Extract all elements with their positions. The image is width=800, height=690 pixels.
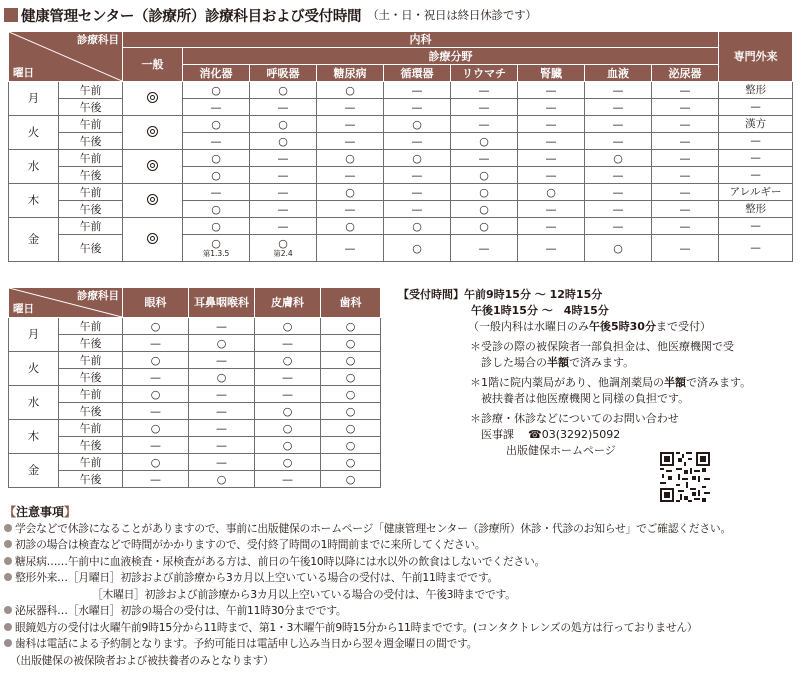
reception-note-post: まで受付） bbox=[655, 320, 711, 333]
schedule-cell: ○ 第1.3.5 bbox=[183, 235, 250, 262]
special-cell: — bbox=[719, 150, 793, 167]
schedule-cell: — bbox=[652, 99, 719, 116]
note-item: （出版健保の被保険者および被扶養者のみとなります） bbox=[10, 653, 274, 667]
header-dept: 歯科 bbox=[321, 288, 381, 318]
schedule-cell: — bbox=[123, 369, 189, 386]
copay-note-pre: 診した場合の bbox=[470, 356, 547, 369]
week-note: 第1.3.5 bbox=[202, 249, 230, 259]
schedule-cell: — bbox=[384, 201, 451, 218]
period-cell: 午後 bbox=[59, 99, 123, 116]
note-item: 整形外来…［月曜日］初診および前診療から3カ月以上空いている場合の受付は、午前11時までです。 bbox=[4, 570, 796, 587]
day-cell: 水 bbox=[9, 386, 59, 420]
note-item: 学会などで休診になることがありますので、事前に出版健保のホームページ「健康管理センター（診療所）休診・代診のお知らせ」でご確認ください。 bbox=[4, 521, 796, 538]
schedule-cell: — bbox=[189, 454, 255, 471]
bullet-icon bbox=[4, 557, 12, 565]
corner-subject-label: 診療科目 bbox=[77, 34, 119, 46]
table-row bbox=[9, 116, 793, 133]
header-dept: 泌尿器 bbox=[652, 65, 719, 82]
period-cell: 午後 bbox=[59, 133, 123, 150]
special-cell: アレルギー bbox=[719, 184, 793, 201]
schedule-cell: — bbox=[250, 150, 317, 167]
schedule-cell: — bbox=[652, 150, 719, 167]
specialty-table bbox=[8, 287, 381, 488]
table-row bbox=[9, 335, 381, 352]
header-dept: 腎臓 bbox=[518, 65, 585, 82]
header-dept: 循環器 bbox=[384, 65, 451, 82]
title-sub: （土・日・祝日は終日休診です） bbox=[367, 8, 537, 22]
header-dept: 眼科 bbox=[123, 288, 189, 318]
table-row bbox=[9, 420, 381, 437]
corner-day-label: 曜日 bbox=[13, 66, 34, 79]
schedule-cell: ○ bbox=[183, 150, 250, 167]
table-row bbox=[9, 454, 381, 471]
table-row bbox=[9, 150, 793, 167]
schedule-cell: ○ bbox=[321, 454, 381, 471]
pharmacy-note-pre: ＊1階に院内薬局があり、他調剤薬局の bbox=[470, 376, 664, 389]
day-cell: 金 bbox=[9, 454, 59, 488]
pharmacy-note-bold: 半額 bbox=[664, 376, 686, 389]
header-dept: 皮膚科 bbox=[255, 288, 321, 318]
reception-am: 午前9時15分 ～ 12時15分 bbox=[464, 288, 603, 301]
schedule-cell: — bbox=[652, 201, 719, 218]
schedule-cell: ○ bbox=[255, 420, 321, 437]
schedule-cell: — bbox=[652, 133, 719, 150]
homepage-label: 出版健保ホームページ bbox=[506, 444, 616, 457]
schedule-cell: — bbox=[250, 184, 317, 201]
period-cell: 午前 bbox=[59, 454, 123, 471]
schedule-cell: ○ bbox=[183, 218, 250, 235]
table-row bbox=[9, 82, 793, 99]
schedule-cell: ○ bbox=[384, 218, 451, 235]
table-row bbox=[9, 352, 381, 369]
schedule-cell: — bbox=[451, 99, 518, 116]
double-circle-icon bbox=[147, 194, 158, 205]
period-cell: 午後 bbox=[59, 167, 123, 184]
bullet-icon bbox=[4, 540, 12, 548]
schedule-cell: — bbox=[585, 167, 652, 184]
schedule-cell: — bbox=[255, 369, 321, 386]
period-cell: 午前 bbox=[59, 184, 123, 201]
bullet-icon bbox=[4, 573, 12, 581]
header-naika: 内科 bbox=[123, 32, 719, 48]
schedule-cell: ○ bbox=[189, 369, 255, 386]
schedule-cell: — bbox=[123, 471, 189, 488]
special-cell: 整形 bbox=[719, 82, 793, 99]
header-senmon: 専門外来 bbox=[719, 32, 793, 82]
schedule-cell: ○ bbox=[585, 150, 652, 167]
note-item: 初診の場合は検査などで時間がかかりますので、受付終了時間の1時間前までに来所してください。 bbox=[4, 537, 796, 554]
day-cell: 水 bbox=[9, 150, 59, 184]
special-cell: — bbox=[719, 235, 793, 262]
schedule-cell: — bbox=[183, 184, 250, 201]
special-cell: 整形 bbox=[719, 201, 793, 218]
table1-corner-header bbox=[9, 32, 123, 82]
schedule-cell: — bbox=[451, 235, 518, 262]
schedule-cell: ○ bbox=[321, 471, 381, 488]
table2-corner-header bbox=[9, 288, 123, 318]
bullet-icon bbox=[4, 524, 12, 532]
table-row bbox=[9, 471, 381, 488]
table-row bbox=[9, 403, 381, 420]
reception-pm: 午後1時15分 ～ 4時15分 bbox=[471, 304, 609, 317]
schedule-cell: — bbox=[451, 82, 518, 99]
schedule-cell: ○ bbox=[321, 386, 381, 403]
schedule-cell: — bbox=[585, 82, 652, 99]
title-main: 健康管理センター（診療所）診療科目および受付時間 bbox=[21, 8, 362, 25]
schedule-cell: — bbox=[123, 403, 189, 420]
header-dept: 耳鼻咽喉科 bbox=[189, 288, 255, 318]
period-cell: 午後 bbox=[59, 471, 123, 488]
notes-heading-open: 【 bbox=[4, 505, 17, 519]
inquiry-note: ＊診療・休診などについてのお問い合わせ bbox=[470, 412, 679, 425]
header-dept: 糖尿病 bbox=[317, 65, 384, 82]
schedule-cell: — bbox=[250, 218, 317, 235]
pharmacy-note-post: で済みます。 bbox=[686, 376, 752, 389]
schedule-cell: — bbox=[451, 116, 518, 133]
period-cell: 午後 bbox=[59, 201, 123, 218]
schedule-cell: — bbox=[123, 335, 189, 352]
note-item: ［木曜日］初診および前診療から3カ月以上空いている場合の受付は、午後3時までです。 bbox=[92, 587, 516, 601]
schedule-cell: — bbox=[652, 218, 719, 235]
schedule-cell: ○ bbox=[317, 82, 384, 99]
schedule-cell: — bbox=[585, 184, 652, 201]
schedule-cell: ○ bbox=[321, 352, 381, 369]
table-row bbox=[9, 318, 381, 335]
notes-section bbox=[4, 504, 796, 669]
schedule-cell: ○ bbox=[317, 184, 384, 201]
corner-subject-label: 診療科目 bbox=[77, 290, 119, 302]
schedule-cell: — bbox=[189, 352, 255, 369]
schedule-cell: ○ bbox=[189, 471, 255, 488]
schedule-cell: — bbox=[518, 201, 585, 218]
header-bunya: 診療分野 bbox=[183, 48, 719, 65]
schedule-cell: — bbox=[585, 99, 652, 116]
period-cell: 午前 bbox=[59, 218, 123, 235]
schedule-cell: — bbox=[189, 403, 255, 420]
schedule-cell: — bbox=[585, 201, 652, 218]
schedule-cell: — bbox=[384, 99, 451, 116]
double-circle-icon bbox=[147, 233, 158, 244]
period-cell: 午前 bbox=[59, 352, 123, 369]
internal-medicine-table bbox=[8, 31, 793, 262]
schedule-cell: — bbox=[317, 235, 384, 262]
schedule-cell: ○ bbox=[183, 82, 250, 99]
schedule-cell: ○ bbox=[384, 150, 451, 167]
header-dept: 呼吸器 bbox=[250, 65, 317, 82]
copay-note-bold: 半額 bbox=[547, 356, 569, 369]
period-cell: 午前 bbox=[59, 82, 123, 99]
table-row bbox=[9, 369, 381, 386]
table-row bbox=[9, 386, 381, 403]
page-title bbox=[4, 4, 537, 26]
schedule-cell: — bbox=[255, 386, 321, 403]
schedule-cell: — bbox=[250, 167, 317, 184]
bullet-icon bbox=[4, 639, 12, 647]
schedule-cell: — bbox=[518, 82, 585, 99]
schedule-cell: ○ bbox=[518, 184, 585, 201]
schedule-cell: — bbox=[652, 82, 719, 99]
schedule-cell: ○ bbox=[255, 454, 321, 471]
day-cell: 金 bbox=[9, 218, 59, 262]
day-cell: 木 bbox=[9, 420, 59, 454]
period-cell: 午前 bbox=[59, 150, 123, 167]
reception-note-bold: 午後5時30分 bbox=[589, 320, 656, 333]
schedule-cell: — bbox=[518, 235, 585, 262]
day-cell: 月 bbox=[9, 82, 59, 116]
schedule-cell: — bbox=[189, 437, 255, 454]
schedule-cell: ○ bbox=[384, 235, 451, 262]
reception-note-pre: （一般内科は水曜日のみ bbox=[468, 320, 589, 333]
schedule-cell: ○ bbox=[183, 201, 250, 218]
schedule-cell: ○ bbox=[123, 420, 189, 437]
table-row bbox=[9, 218, 793, 235]
schedule-cell: — bbox=[255, 335, 321, 352]
schedule-cell: — bbox=[123, 437, 189, 454]
schedule-cell: — bbox=[189, 386, 255, 403]
note-item: 泌尿器科…［水曜日］初診の場合の受付は、午前11時30分までです。 bbox=[4, 603, 796, 620]
reception-info bbox=[398, 287, 793, 459]
notes-heading-close: 】 bbox=[64, 505, 77, 519]
schedule-cell: — bbox=[183, 99, 250, 116]
special-cell: 漢方 bbox=[719, 116, 793, 133]
double-circle-icon bbox=[147, 126, 158, 137]
schedule-cell: ○ bbox=[123, 318, 189, 335]
schedule-cell: ○ bbox=[451, 167, 518, 184]
schedule-cell: ○ bbox=[250, 116, 317, 133]
schedule-cell: — bbox=[518, 150, 585, 167]
schedule-cell: — bbox=[585, 133, 652, 150]
double-circle-icon bbox=[147, 92, 158, 103]
bullet-icon bbox=[4, 606, 12, 614]
schedule-cell: — bbox=[317, 133, 384, 150]
period-cell: 午後 bbox=[59, 403, 123, 420]
special-cell: — bbox=[719, 218, 793, 235]
schedule-cell: — bbox=[189, 318, 255, 335]
schedule-cell: — bbox=[255, 471, 321, 488]
special-cell: — bbox=[719, 167, 793, 184]
schedule-cell: — bbox=[317, 99, 384, 116]
copay-note-post: で済みます。 bbox=[569, 356, 635, 369]
dependent-note: 被扶養者は他医療機関と同様の負担です。 bbox=[470, 392, 690, 405]
schedule-cell: — bbox=[250, 99, 317, 116]
ippan-cell bbox=[123, 218, 183, 262]
bullet-icon bbox=[4, 623, 12, 631]
schedule-cell: ○ bbox=[255, 318, 321, 335]
schedule-cell: — bbox=[652, 235, 719, 262]
schedule-cell: ○ bbox=[123, 454, 189, 471]
schedule-cell: ○ bbox=[317, 218, 384, 235]
table-row bbox=[9, 184, 793, 201]
schedule-cell: ○ bbox=[255, 352, 321, 369]
ippan-cell bbox=[123, 184, 183, 218]
schedule-cell: — bbox=[189, 420, 255, 437]
schedule-cell: — bbox=[652, 167, 719, 184]
schedule-cell: ○ bbox=[585, 235, 652, 262]
schedule-cell: ○ bbox=[451, 218, 518, 235]
schedule-cell: ○ bbox=[123, 352, 189, 369]
schedule-cell: — bbox=[585, 116, 652, 133]
schedule-cell: ○ bbox=[321, 318, 381, 335]
schedule-cell: ○ bbox=[255, 437, 321, 454]
note-item: 糖尿病……午前中に血液検査・尿検査がある方は、前日の午後10時以降には水以外の飲食はしないでください。 bbox=[4, 554, 796, 571]
period-cell: 午後 bbox=[59, 335, 123, 352]
note-item: 歯科は電話による予約制となります。予約可能日は電話申し込み当日から翌々週金曜日の間です。 bbox=[4, 636, 796, 653]
schedule-cell: — bbox=[518, 218, 585, 235]
special-cell: — bbox=[719, 99, 793, 116]
schedule-cell: — bbox=[317, 167, 384, 184]
schedule-cell: — bbox=[652, 184, 719, 201]
schedule-cell: — bbox=[652, 116, 719, 133]
schedule-cell: ○ bbox=[317, 150, 384, 167]
ippan-cell bbox=[123, 150, 183, 184]
double-circle-icon bbox=[147, 160, 158, 171]
schedule-cell: ○ bbox=[183, 167, 250, 184]
schedule-cell: — bbox=[384, 184, 451, 201]
schedule-cell: ○ bbox=[250, 133, 317, 150]
day-cell: 木 bbox=[9, 184, 59, 218]
inquiry-phone: ☎03(3292)5092 bbox=[528, 428, 621, 441]
schedule-cell: — bbox=[317, 116, 384, 133]
schedule-cell: ○ 第2.4 bbox=[250, 235, 317, 262]
week-note: 第2.4 bbox=[273, 249, 293, 259]
schedule-cell: — bbox=[183, 133, 250, 150]
schedule-cell: ○ bbox=[451, 184, 518, 201]
schedule-cell: ○ bbox=[321, 420, 381, 437]
qr-code-icon[interactable] bbox=[660, 452, 710, 502]
notes-heading-text: 注意事項 bbox=[16, 505, 65, 519]
notes-heading bbox=[4, 504, 796, 521]
period-cell: 午前 bbox=[59, 386, 123, 403]
schedule-cell: ○ bbox=[321, 335, 381, 352]
header-dept: 消化器 bbox=[183, 65, 250, 82]
period-cell: 午前 bbox=[59, 420, 123, 437]
title-square-icon bbox=[4, 8, 18, 22]
day-cell: 月 bbox=[9, 318, 59, 352]
schedule-cell: ○ bbox=[451, 133, 518, 150]
schedule-cell: — bbox=[250, 201, 317, 218]
schedule-cell: — bbox=[384, 82, 451, 99]
schedule-cell: ○ bbox=[255, 403, 321, 420]
schedule-cell: ○ bbox=[321, 437, 381, 454]
reception-label: 【受付時間】 bbox=[398, 288, 464, 301]
ippan-cell bbox=[123, 82, 183, 116]
schedule-cell: — bbox=[518, 99, 585, 116]
note-item: 眼鏡処方の受付は火曜午前9時15分から11時まで、第1・3木曜午前9時15分から11時までです。(コンタクトレンズの処方は行っておりません） bbox=[4, 620, 796, 637]
schedule-cell: — bbox=[384, 167, 451, 184]
period-cell: 午後 bbox=[59, 235, 123, 262]
schedule-cell: — bbox=[585, 218, 652, 235]
ippan-cell bbox=[123, 116, 183, 150]
schedule-cell: ○ bbox=[321, 403, 381, 420]
day-cell: 火 bbox=[9, 116, 59, 150]
period-cell: 午後 bbox=[59, 437, 123, 454]
schedule-cell: — bbox=[518, 116, 585, 133]
inquiry-dept: 医事課 bbox=[470, 428, 514, 441]
schedule-cell: ○ bbox=[183, 116, 250, 133]
header-ippan: 一般 bbox=[123, 48, 183, 82]
schedule-cell: — bbox=[518, 167, 585, 184]
copay-note-line1: ＊受診の際の被保険者一部負担金は、他医療機関で受 bbox=[470, 340, 734, 353]
schedule-cell: — bbox=[518, 133, 585, 150]
schedule-cell: ○ bbox=[321, 369, 381, 386]
header-dept: リウマチ bbox=[451, 65, 518, 82]
schedule-cell: — bbox=[384, 133, 451, 150]
schedule-cell: ○ bbox=[451, 201, 518, 218]
schedule-cell: — bbox=[451, 150, 518, 167]
special-cell: — bbox=[719, 133, 793, 150]
schedule-cell: — bbox=[317, 201, 384, 218]
schedule-cell: ○ bbox=[123, 386, 189, 403]
schedule-cell: ○ bbox=[250, 82, 317, 99]
header-dept: 血液 bbox=[585, 65, 652, 82]
schedule-cell: ○ bbox=[384, 116, 451, 133]
corner-day-label: 曜日 bbox=[13, 302, 34, 315]
period-cell: 午前 bbox=[59, 116, 123, 133]
schedule-cell: ○ bbox=[189, 335, 255, 352]
period-cell: 午後 bbox=[59, 369, 123, 386]
table-row bbox=[9, 437, 381, 454]
period-cell: 午前 bbox=[59, 318, 123, 335]
day-cell: 火 bbox=[9, 352, 59, 386]
